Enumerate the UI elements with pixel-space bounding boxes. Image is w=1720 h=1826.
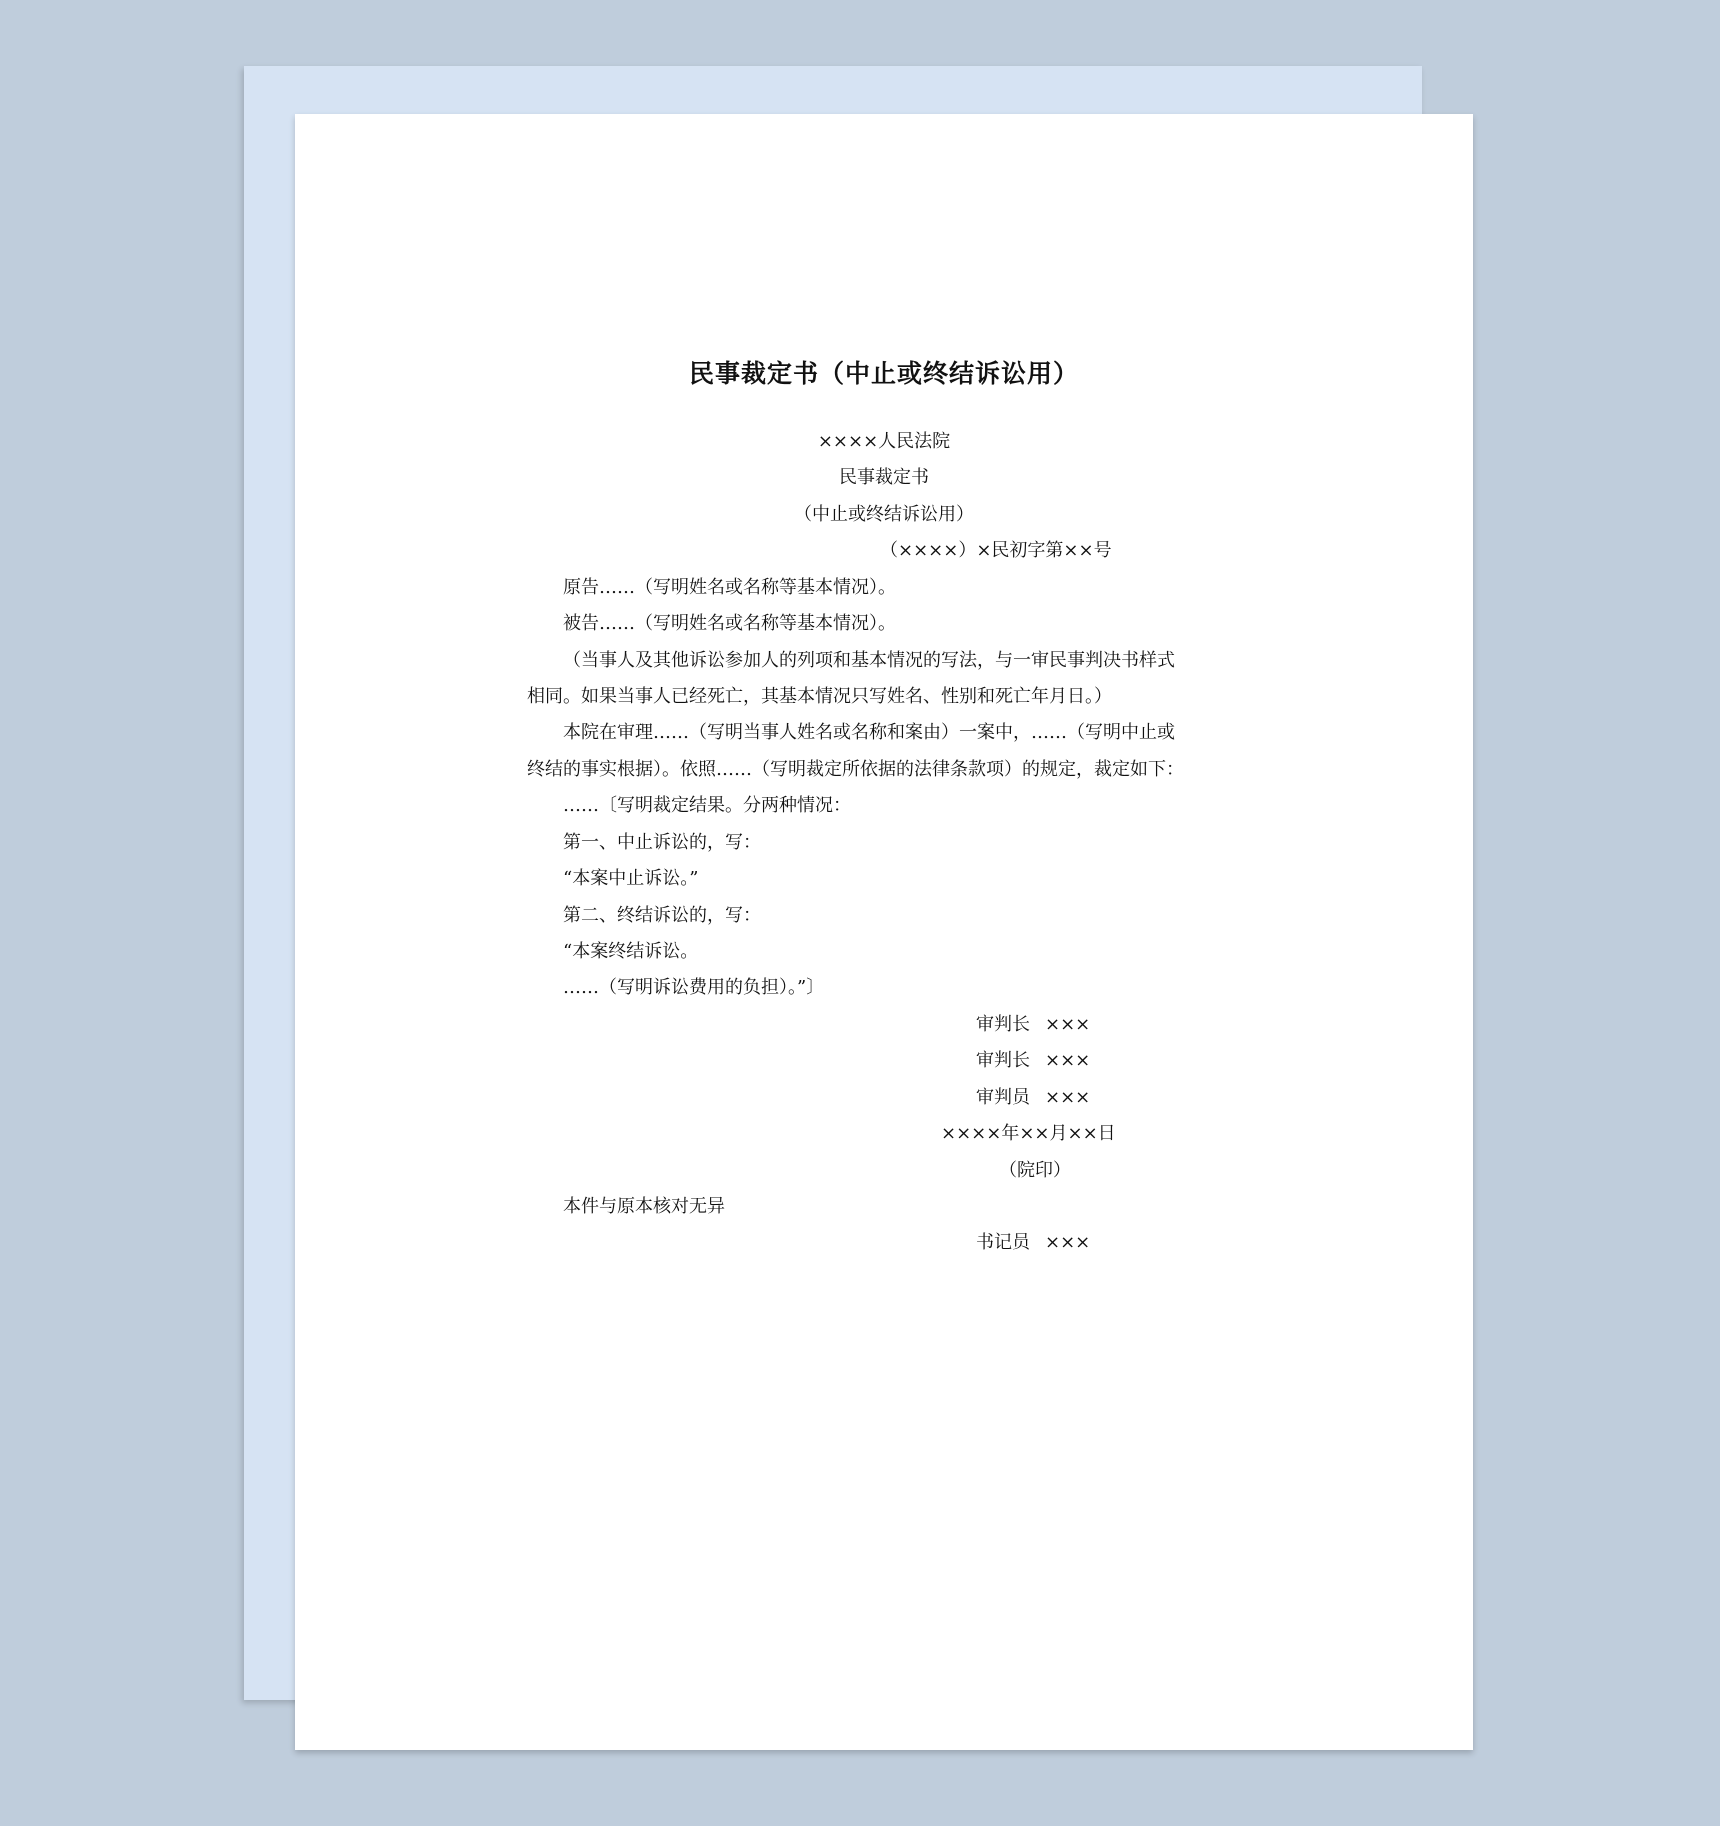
verification-note: 本件与原本核对无异: [563, 1196, 725, 1217]
cost-text: ……（写明诉讼费用的负担）。”〕: [563, 977, 825, 998]
ruling-intro: ……〔写明裁定结果。分两种情况：: [563, 795, 851, 816]
clerk-role: 书记员: [976, 1232, 1030, 1253]
document-title: 民事裁定书（中止或终结诉讼用）: [688, 359, 1079, 388]
case2-label: 第二、终结诉讼的，写：: [563, 905, 761, 926]
doc-type: 民事裁定书: [839, 467, 929, 488]
note-line-1: （当事人及其他诉讼参加人的列项和基本情况的写法，与一审民事判决书样式: [563, 650, 1175, 671]
ruling-date: ××××年××月××日: [941, 1123, 1116, 1144]
court-seal: （院印）: [999, 1160, 1071, 1181]
case2-text: “本案终结诉讼。: [563, 941, 699, 962]
signature-name: ×××: [1045, 1050, 1091, 1071]
defendant-line: 被告……（写明姓名或名称等基本情况）。: [563, 613, 896, 634]
case1-text: “本案中止诉讼。”: [563, 868, 699, 889]
signature-name: ×××: [1045, 1014, 1091, 1035]
court-name: ××××人民法院: [817, 431, 951, 452]
note-line-2: 相同。如果当事人已经死亡，其基本情况只写姓名、性别和死亡年月日。）: [527, 686, 1112, 707]
document-page: [295, 114, 1473, 1750]
body-line-1: 本院在审理……（写明当事人姓名或名称和案由）一案中，……（写明中止或: [563, 722, 1175, 743]
signature-name: ×××: [1045, 1087, 1091, 1108]
plaintiff-line: 原告……（写明姓名或名称等基本情况）。: [563, 577, 896, 598]
signature-role: 审判员: [976, 1087, 1030, 1108]
doc-subtitle: （中止或终结诉讼用）: [794, 504, 974, 525]
case-number: （××××）×民初字第××号: [880, 540, 1112, 561]
signature-role: 审判长: [976, 1050, 1030, 1071]
body-line-2: 终结的事实根据）。依照……（写明裁定所依据的法律条款项）的规定，裁定如下：: [527, 759, 1184, 780]
case1-label: 第一、中止诉讼的，写：: [563, 832, 761, 853]
signature-role: 审判长: [976, 1014, 1030, 1035]
clerk-name: ×××: [1045, 1232, 1091, 1253]
